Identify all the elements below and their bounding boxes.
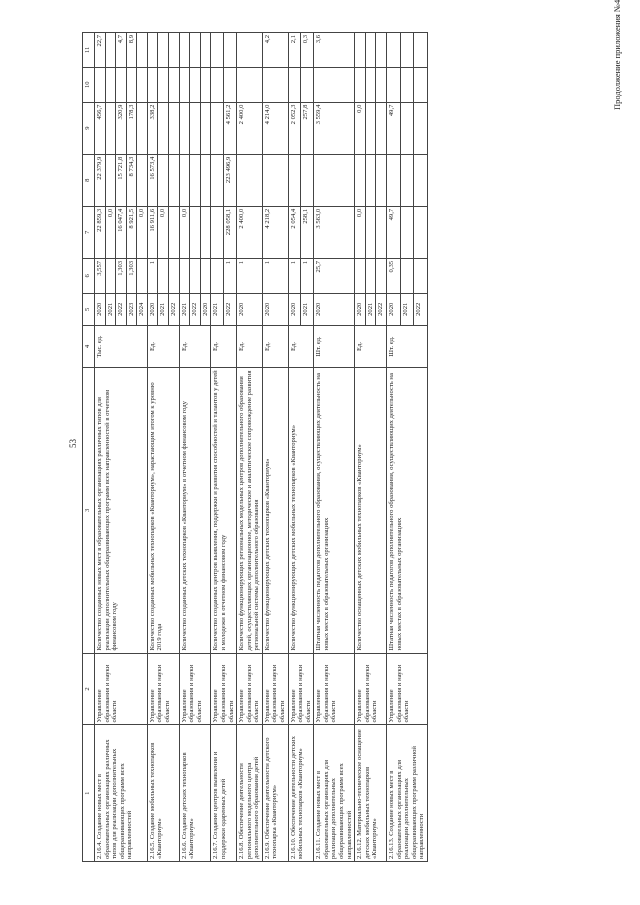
event-name-cell: 2.16.5. Создание мобильных технопарков «Кванториум» bbox=[147, 725, 179, 862]
value-cell bbox=[288, 67, 301, 102]
value-cell: 2,1 bbox=[288, 33, 301, 68]
value-cell bbox=[400, 206, 414, 258]
value-cell: 2 400,0 bbox=[237, 102, 263, 154]
page-number: 53 bbox=[68, 439, 78, 448]
value-cell: 1 bbox=[147, 258, 158, 293]
value-cell bbox=[190, 154, 201, 206]
value-cell bbox=[400, 102, 414, 154]
value-cell bbox=[169, 67, 180, 102]
value-cell bbox=[116, 67, 127, 102]
value-cell: 4 214,0 bbox=[262, 102, 288, 154]
value-cell: 320,9 bbox=[116, 102, 127, 154]
value-cell bbox=[211, 33, 224, 68]
table-row bbox=[262, 33, 288, 862]
year-cell: 2021 bbox=[179, 293, 190, 325]
year-cell: 2020 bbox=[237, 293, 263, 325]
value-cell bbox=[414, 102, 428, 154]
value-cell bbox=[105, 67, 116, 102]
indicator-cell: Количество функционирующих детских мобильных технопарков «Кванториум» bbox=[288, 368, 314, 653]
value-cell: 223 496,9 bbox=[224, 154, 237, 206]
value-cell: 1 bbox=[288, 258, 301, 293]
executor-cell: Управление образования и науки области bbox=[288, 653, 314, 725]
table-row bbox=[355, 33, 366, 862]
table-row bbox=[95, 33, 106, 862]
value-cell: 0,0 bbox=[179, 206, 190, 258]
year-cell: 2021 bbox=[158, 293, 169, 325]
value-cell bbox=[190, 33, 201, 68]
value-cell: 1 bbox=[262, 258, 288, 293]
column-header: 11 bbox=[83, 33, 95, 68]
value-cell bbox=[414, 258, 428, 293]
value-cell bbox=[158, 258, 169, 293]
executor-cell: Управление образования и науки области bbox=[147, 653, 179, 725]
unit-cell: Ед. bbox=[179, 325, 211, 367]
column-header: 9 bbox=[83, 102, 95, 154]
value-cell bbox=[376, 67, 387, 102]
table-row bbox=[314, 33, 355, 862]
value-cell bbox=[355, 33, 366, 68]
value-cell bbox=[386, 154, 400, 206]
table-row bbox=[211, 33, 224, 862]
value-cell bbox=[169, 102, 180, 154]
value-cell: 4 218,2 bbox=[262, 206, 288, 258]
value-cell: 25,7 bbox=[314, 258, 355, 293]
value-cell bbox=[262, 154, 288, 206]
value-cell: 4,7 bbox=[116, 33, 127, 68]
value-cell bbox=[137, 33, 148, 68]
value-cell: 3 563,0 bbox=[314, 206, 355, 258]
value-cell bbox=[376, 206, 387, 258]
event-name-cell: 2.16.8. Обеспечение деятельности регионального модельного центра дополнительного образования детей bbox=[237, 725, 263, 862]
value-cell bbox=[147, 33, 158, 68]
year-cell: 2022 bbox=[376, 293, 387, 325]
year-cell: 2022 bbox=[190, 293, 201, 325]
value-cell bbox=[224, 33, 237, 68]
value-cell bbox=[376, 258, 387, 293]
value-cell: 228 058,1 bbox=[224, 206, 237, 258]
year-cell: 2021 bbox=[301, 293, 314, 325]
value-cell bbox=[262, 67, 288, 102]
value-cell: 16 573,4 bbox=[147, 154, 158, 206]
value-cell: 3,557 bbox=[95, 258, 106, 293]
value-cell bbox=[105, 102, 116, 154]
value-cell bbox=[190, 258, 201, 293]
year-cell: 2022 bbox=[224, 293, 237, 325]
value-cell bbox=[376, 154, 387, 206]
value-cell bbox=[400, 67, 414, 102]
event-name-cell: 2.16.13. Создание новых мест в образовательных организациях для реализации дополнительных общеразвивающих программ различной направленности bbox=[386, 725, 427, 862]
value-cell bbox=[314, 154, 355, 206]
value-cell: 1 bbox=[237, 258, 263, 293]
unit-cell: Ед. bbox=[288, 325, 314, 367]
value-cell bbox=[386, 33, 400, 68]
value-cell: 338,2 bbox=[147, 102, 158, 154]
rotated-page bbox=[82, 32, 607, 862]
unit-cell: Шт. ед. bbox=[386, 325, 427, 367]
value-cell bbox=[365, 258, 376, 293]
value-cell: 1 bbox=[224, 258, 237, 293]
value-cell bbox=[190, 102, 201, 154]
value-cell bbox=[224, 67, 237, 102]
value-cell: 178,3 bbox=[126, 102, 137, 154]
value-cell bbox=[386, 67, 400, 102]
value-cell bbox=[200, 67, 211, 102]
unit-cell: Ед. bbox=[355, 325, 387, 367]
value-cell bbox=[137, 258, 148, 293]
value-cell: 3 559,4 bbox=[314, 102, 355, 154]
indicator-cell: Количество созданных мобильных технопарков «Кванториум», нарастающим итогом к уровню 2019 года bbox=[147, 368, 179, 653]
table-row bbox=[147, 33, 158, 862]
value-cell bbox=[190, 67, 201, 102]
value-cell bbox=[179, 67, 190, 102]
event-name-cell: 2.16.9. Обеспечение деятельности детского технопарка «Кванториум» bbox=[262, 725, 288, 862]
executor-cell: Управление образования и науки области bbox=[355, 653, 387, 725]
year-cell: 2020 bbox=[288, 293, 301, 325]
year-cell: 2020 bbox=[147, 293, 158, 325]
event-name-cell: 2.16.4. Создание новых мест в образовательных организациях различных типов для реализации дополнительных общеразвивающих программ всех направленностей bbox=[95, 725, 148, 862]
unit-cell: Шт. ед. bbox=[314, 325, 355, 367]
value-cell bbox=[169, 206, 180, 258]
value-cell: 3,6 bbox=[314, 33, 355, 68]
value-cell bbox=[414, 206, 428, 258]
unit-cell: Ед. bbox=[211, 325, 237, 367]
value-cell bbox=[365, 33, 376, 68]
value-cell bbox=[365, 154, 376, 206]
executor-cell: Управление образования и науки области bbox=[386, 653, 427, 725]
value-cell bbox=[355, 258, 366, 293]
value-cell bbox=[147, 67, 158, 102]
unit-cell: Тыс. ед. bbox=[95, 325, 148, 367]
year-cell: 2020 bbox=[386, 293, 400, 325]
value-cell bbox=[169, 154, 180, 206]
executor-cell: Управление образования и науки области bbox=[314, 653, 355, 725]
value-cell: 4 561,2 bbox=[224, 102, 237, 154]
indicator-cell: Количество функционирующих детских технопарков «Кванториум» bbox=[262, 368, 288, 653]
value-cell: 258,1 bbox=[301, 206, 314, 258]
value-cell bbox=[400, 33, 414, 68]
indicator-cell: Штатная численность педагогов дополнительного образования, осуществляющих деятельность на новых местах в образовательных организациях bbox=[386, 368, 427, 653]
executor-cell: Управление образования и науки области bbox=[95, 653, 148, 725]
column-header: 5 bbox=[83, 293, 95, 325]
column-header: 6 bbox=[83, 258, 95, 293]
value-cell: 0,3 bbox=[301, 33, 314, 68]
value-cell bbox=[414, 67, 428, 102]
value-cell bbox=[200, 102, 211, 154]
value-cell bbox=[301, 154, 314, 206]
program-table bbox=[82, 32, 428, 862]
column-header: 1 bbox=[83, 725, 95, 862]
value-cell bbox=[237, 33, 263, 68]
value-cell bbox=[211, 154, 224, 206]
value-cell: 8,9 bbox=[126, 33, 137, 68]
event-name-cell: 2.16.10. Обеспечение деятельности детских мобильных технопарков «Кванториум» bbox=[288, 725, 314, 862]
value-cell bbox=[105, 258, 116, 293]
value-cell: 22 379,9 bbox=[95, 154, 106, 206]
year-cell: 2021 bbox=[400, 293, 414, 325]
table-body bbox=[95, 33, 428, 862]
year-cell: 2022 bbox=[169, 293, 180, 325]
value-cell bbox=[137, 102, 148, 154]
value-cell bbox=[400, 258, 414, 293]
indicator-cell: Количество созданных центров выявления, поддержки и развития способностей и талантов у детей и молодежи в отчетном финансовом году bbox=[211, 368, 237, 653]
year-cell: 2022 bbox=[414, 293, 428, 325]
value-cell bbox=[414, 154, 428, 206]
column-header: 3 bbox=[83, 368, 95, 653]
unit-cell: Ед. bbox=[262, 325, 288, 367]
value-cell: 0,0 bbox=[355, 206, 366, 258]
value-cell: 2 400,0 bbox=[237, 206, 263, 258]
value-cell: 15 721,8 bbox=[116, 154, 127, 206]
value-cell: 0,0 bbox=[355, 102, 366, 154]
value-cell: 2 054,4 bbox=[288, 206, 301, 258]
indicator-cell: Количество функционирующих региональных модельных центров дополнительного образования детей, осуществляющих организационное, методическое и аналитическое сопровождение развития региональной системы дополнительного образования bbox=[237, 368, 263, 653]
year-cell: 2020 bbox=[200, 293, 211, 325]
value-cell: 22 859,3 bbox=[95, 206, 106, 258]
value-cell bbox=[126, 67, 137, 102]
event-name-cell: 2.16.12. Материально-техническое оснащение детских мобильных технопарков «Кванториум» bbox=[355, 725, 387, 862]
executor-cell: Управление образования и науки области bbox=[211, 653, 237, 725]
year-cell: 2021 bbox=[365, 293, 376, 325]
value-cell bbox=[179, 258, 190, 293]
value-cell bbox=[365, 102, 376, 154]
value-cell bbox=[288, 154, 301, 206]
value-cell bbox=[137, 67, 148, 102]
value-cell: 456,7 bbox=[95, 102, 106, 154]
value-cell: 2 052,3 bbox=[288, 102, 301, 154]
value-cell bbox=[190, 206, 201, 258]
value-cell bbox=[314, 67, 355, 102]
value-cell: 0,0 bbox=[137, 206, 148, 258]
value-cell bbox=[376, 33, 387, 68]
value-cell bbox=[158, 154, 169, 206]
unit-cell: Ед. bbox=[147, 325, 179, 367]
table-row bbox=[237, 33, 263, 862]
value-cell: 257,8 bbox=[301, 102, 314, 154]
year-cell: 2020 bbox=[262, 293, 288, 325]
value-cell bbox=[365, 206, 376, 258]
year-cell: 2021 bbox=[105, 293, 116, 325]
year-cell: 2024 bbox=[137, 293, 148, 325]
value-cell bbox=[158, 33, 169, 68]
value-cell bbox=[211, 67, 224, 102]
value-cell: 8 921,5 bbox=[126, 206, 137, 258]
value-cell: 1,303 bbox=[116, 258, 127, 293]
value-cell bbox=[179, 102, 190, 154]
event-name-cell: 2.16.6. Создание детских технопарков «Кванториум» bbox=[179, 725, 211, 862]
value-cell bbox=[200, 33, 211, 68]
value-cell bbox=[355, 154, 366, 206]
unit-cell: Ед. bbox=[237, 325, 263, 367]
column-header: 7 bbox=[83, 206, 95, 258]
column-header: 8 bbox=[83, 154, 95, 206]
value-cell: 0,35 bbox=[386, 258, 400, 293]
value-cell: 22,7 bbox=[95, 33, 106, 68]
indicator-cell: Количество созданных новых мест в образовательных организациях различных типов для реализации дополнительных общеразвивающих программ всех направленностей в отчетном финансовом году bbox=[95, 368, 148, 653]
value-cell bbox=[179, 154, 190, 206]
indicator-cell: Количество созданных детских технопарков «Кванториум» в отчетном финансовом году bbox=[179, 368, 211, 653]
value-cell: 8 734,3 bbox=[126, 154, 137, 206]
value-cell: 1,303 bbox=[126, 258, 137, 293]
value-cell bbox=[211, 258, 224, 293]
value-cell bbox=[237, 154, 263, 206]
value-cell bbox=[376, 102, 387, 154]
value-cell bbox=[400, 154, 414, 206]
year-cell: 2020 bbox=[314, 293, 355, 325]
value-cell bbox=[355, 67, 366, 102]
column-header: 2 bbox=[83, 653, 95, 725]
value-cell: 0,0 bbox=[105, 206, 116, 258]
indicator-cell: Штатная численность педагогов дополнительного образования, осуществляющих деятельность на новых местах в образовательных организациях bbox=[314, 368, 355, 653]
column-header: 4 bbox=[83, 325, 95, 367]
value-cell: 49,7 bbox=[386, 102, 400, 154]
value-cell: 16 047,4 bbox=[116, 206, 127, 258]
value-cell: 4,2 bbox=[262, 33, 288, 68]
table-row bbox=[386, 33, 400, 862]
value-cell: 1 bbox=[301, 258, 314, 293]
value-cell bbox=[365, 67, 376, 102]
value-cell bbox=[179, 33, 190, 68]
column-header: 10 bbox=[83, 67, 95, 102]
value-cell bbox=[137, 154, 148, 206]
annex-caption: Продолжение приложения №4 bbox=[612, 0, 622, 110]
value-cell bbox=[200, 206, 211, 258]
year-cell: 2021 bbox=[211, 293, 224, 325]
value-cell bbox=[301, 67, 314, 102]
year-cell: 2020 bbox=[95, 293, 106, 325]
value-cell bbox=[211, 102, 224, 154]
value-cell bbox=[158, 102, 169, 154]
table-row bbox=[288, 33, 301, 862]
event-name-cell: 2.16.7. Создание центров выявления и поддержки одаренных детей bbox=[211, 725, 237, 862]
executor-cell: Управление образования и науки области bbox=[262, 653, 288, 725]
event-name-cell: 2.16.11. Создание новых мест в образовательных организациях для реализации дополнительных общеразвивающих программ всех направленностей bbox=[314, 725, 355, 862]
executor-cell: Управление образования и науки области bbox=[237, 653, 263, 725]
year-cell: 2022 bbox=[116, 293, 127, 325]
value-cell bbox=[95, 67, 106, 102]
indicator-cell: Количество оснащенных детских мобильных технопарков «Кванториум» bbox=[355, 368, 387, 653]
value-cell bbox=[158, 67, 169, 102]
value-cell: 16 911,6 bbox=[147, 206, 158, 258]
year-cell: 2020 bbox=[355, 293, 366, 325]
value-cell: 0,0 bbox=[158, 206, 169, 258]
executor-cell: Управление образования и науки области bbox=[179, 653, 211, 725]
value-cell bbox=[200, 154, 211, 206]
value-cell bbox=[105, 154, 116, 206]
value-cell bbox=[169, 33, 180, 68]
value-cell bbox=[200, 258, 211, 293]
header-row bbox=[83, 33, 95, 862]
value-cell bbox=[211, 206, 224, 258]
value-cell bbox=[237, 67, 263, 102]
value-cell: 49,7 bbox=[386, 206, 400, 258]
table-row bbox=[179, 33, 190, 862]
value-cell bbox=[169, 258, 180, 293]
year-cell: 2023 bbox=[126, 293, 137, 325]
value-cell bbox=[105, 33, 116, 68]
value-cell bbox=[414, 33, 428, 68]
